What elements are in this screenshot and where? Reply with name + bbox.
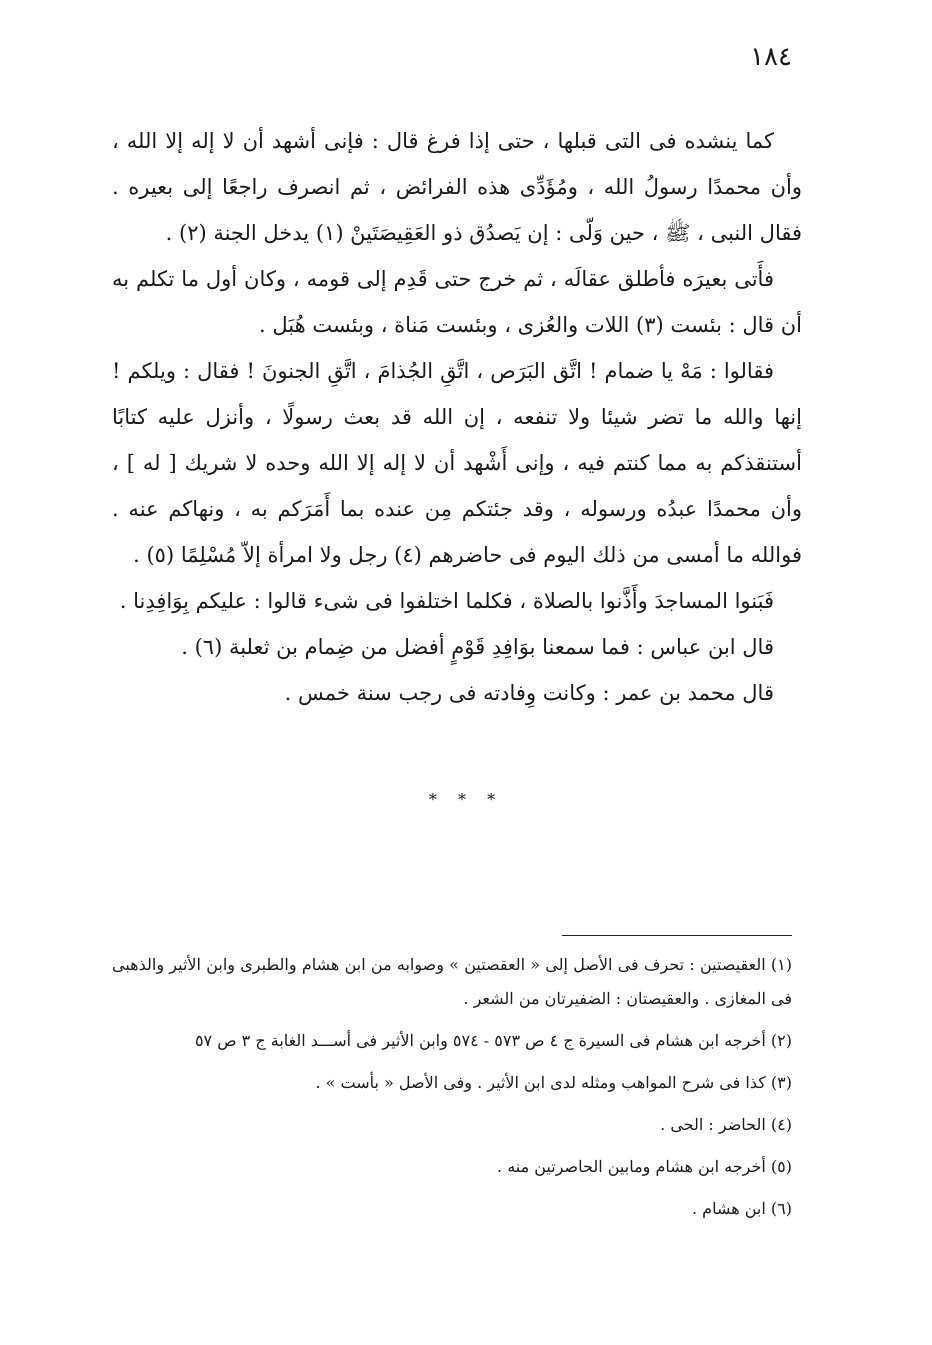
footnotes: [112, 948, 792, 1234]
page-number: ١٨٤: [750, 42, 792, 72]
paragraph: فقالوا : مَهْ يا ضمام ! اتَّق البَرَص ، اتَّقِ الجُذامَ ، اتَّقِ الجنونَ ! فقال : ويلكم ! إنها والله ما تضر شيئا ولا تنفعه ، إن الله قد بعث رسولًا ، وأنزل عليه كتابًا أستنقذكم به مما كنتم فيه ، وإنى أَشْهد أن لا إله إلا الله وحده لا شريك [ له ] ، وأن محمدًا عبدُه ورسوله ، وقد جئتكم مِن عنده بما أَمَرَكم به ، ونهاكم عنه . فوالله ما أمسى من ذلك اليوم فى حاضرهم (٤) رجل ولا امرأة إلاّ مُسْلِمًا (٥) .: [112, 359, 802, 567]
footnote: (٦) ابن هشام .: [692, 1199, 792, 1218]
section-separator: * * *: [428, 790, 504, 809]
footnote: (١) العقيصتين : تحرف فى الأصل إلى « العقصتين » وصوابه من ابن هشام والطبرى وابن الأثير والذهبى فى المغازى . والعقيصتان : الضفيرتان من الشعر .: [112, 955, 792, 1008]
paragraph: فَبَنوا المساجدَ وأَذَّنوا بالصلاة ، فكلما اختلفوا فى شىء قالوا : عليكم بِوَافِدِنا .: [119, 589, 774, 613]
footnote-divider: [562, 935, 792, 936]
footnote: (٥) أخرجه ابن هشام ومابين الحاصرتين منه .: [497, 1157, 792, 1176]
paragraph: قال محمد بن عمر : وكانت وِفادته فى رجب سنة خمس .: [284, 681, 774, 705]
footnote: (٣) كذا فى شرح المواهب ومثله لدى ابن الأثير . وفى الأصل « بأست » .: [315, 1073, 792, 1092]
paragraph: قال ابن عباس : فما سمعنا بوَافِدِ قَوْمٍ أفضل من ضِمام بن ثعلبة (٦) .: [181, 635, 774, 659]
footnote: (٤) الحاضر : الحى .: [660, 1115, 792, 1134]
main-text: [112, 118, 802, 716]
paragraph: كما ينشده فى التى قبلها ، حتى إذا فرغ قال : فإنى أشهد أن لا إله إلا الله ، وأن محمدًا رسولُ الله ، ومُؤَدِّى هذه الفرائض ، ثم انصرف راجعًا إلى بعيره . فقال النبى ، ﷺ ، حين وَلّى : إن يَصدُق ذو العَقِيصَتَينْ (١) يدخل الجنة (٢) .: [112, 129, 802, 245]
paragraph: فأَتى بعيرَه فأطلق عقالَه ، ثم خرج حتى قَدِم إلى قومه ، وكان أول ما تكلم به أن قال : بئست (٣) اللات والعُزى ، وبئست مَناة ، وبئست هُبَل .: [112, 267, 802, 337]
footnote: (٢) أخرجه ابن هشام فى السيرة ج ٤ ص ٥٧٣ - ٥٧٤ وابن الأثير فى أســـد الغابة ج ٣ ص ٥٧: [194, 1031, 792, 1050]
